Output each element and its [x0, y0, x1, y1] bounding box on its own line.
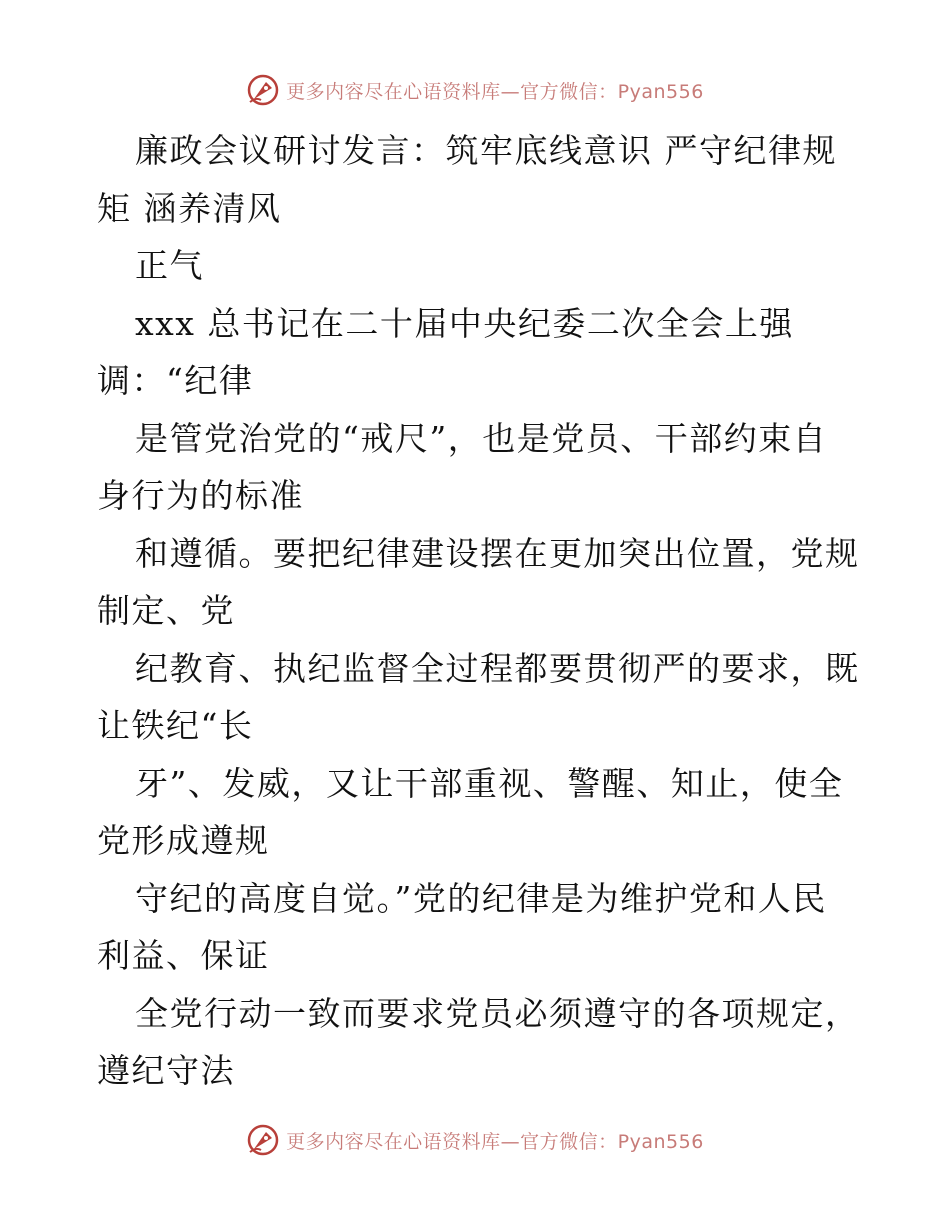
pen-nib-logo-icon [246, 73, 280, 107]
header-text: 更多内容尽在心语资料库—官方微信：Pyan556 [286, 80, 704, 103]
text-line: 纪教育、执纪监督全过程都要贯彻严的要求，既 [135, 648, 860, 688]
text-line: 牙”、发威，又让干部重视、警醒、知止，使全 [135, 763, 844, 803]
document-body [97, 122, 860, 1100]
title-line-3: 正气 [135, 246, 204, 285]
text-line: 制定、党 [97, 591, 235, 630]
text-line: xxx 总书记在二十届中央纪委二次全会上强 [135, 303, 794, 343]
title-line-2: 矩 涵养清风 [97, 188, 282, 228]
text-line: 党形成遵规 [97, 821, 270, 860]
title-line-1: 廉政会议研讨发言：筑牢底线意识 严守纪律规 [135, 131, 837, 170]
text-line: 调：“纪律 [97, 361, 254, 400]
footer-banner [0, 1120, 950, 1160]
text-line: 遵纪守法 [97, 1051, 235, 1090]
text-line: 让铁纪“长 [97, 706, 254, 745]
text-line: 利益、保证 [97, 936, 270, 975]
header-banner [0, 70, 950, 110]
text-line: 和遵循。要把纪律建设摆在更加突出位置，党规 [135, 533, 860, 573]
pen-nib-logo-icon [246, 1123, 280, 1157]
footer-text: 更多内容尽在心语资料库—官方微信：Pyan556 [286, 1130, 704, 1153]
text-line: 是管党治党的“戒尺”，也是党员、干部约束自 [135, 418, 828, 458]
text-line: 全党行动一致而要求党员必须遵守的各项规定， [135, 993, 860, 1033]
text-line: 守纪的高度自觉。”党的纪律是为维护党和人民 [135, 878, 827, 918]
text-line: 身行为的标准 [97, 476, 304, 515]
